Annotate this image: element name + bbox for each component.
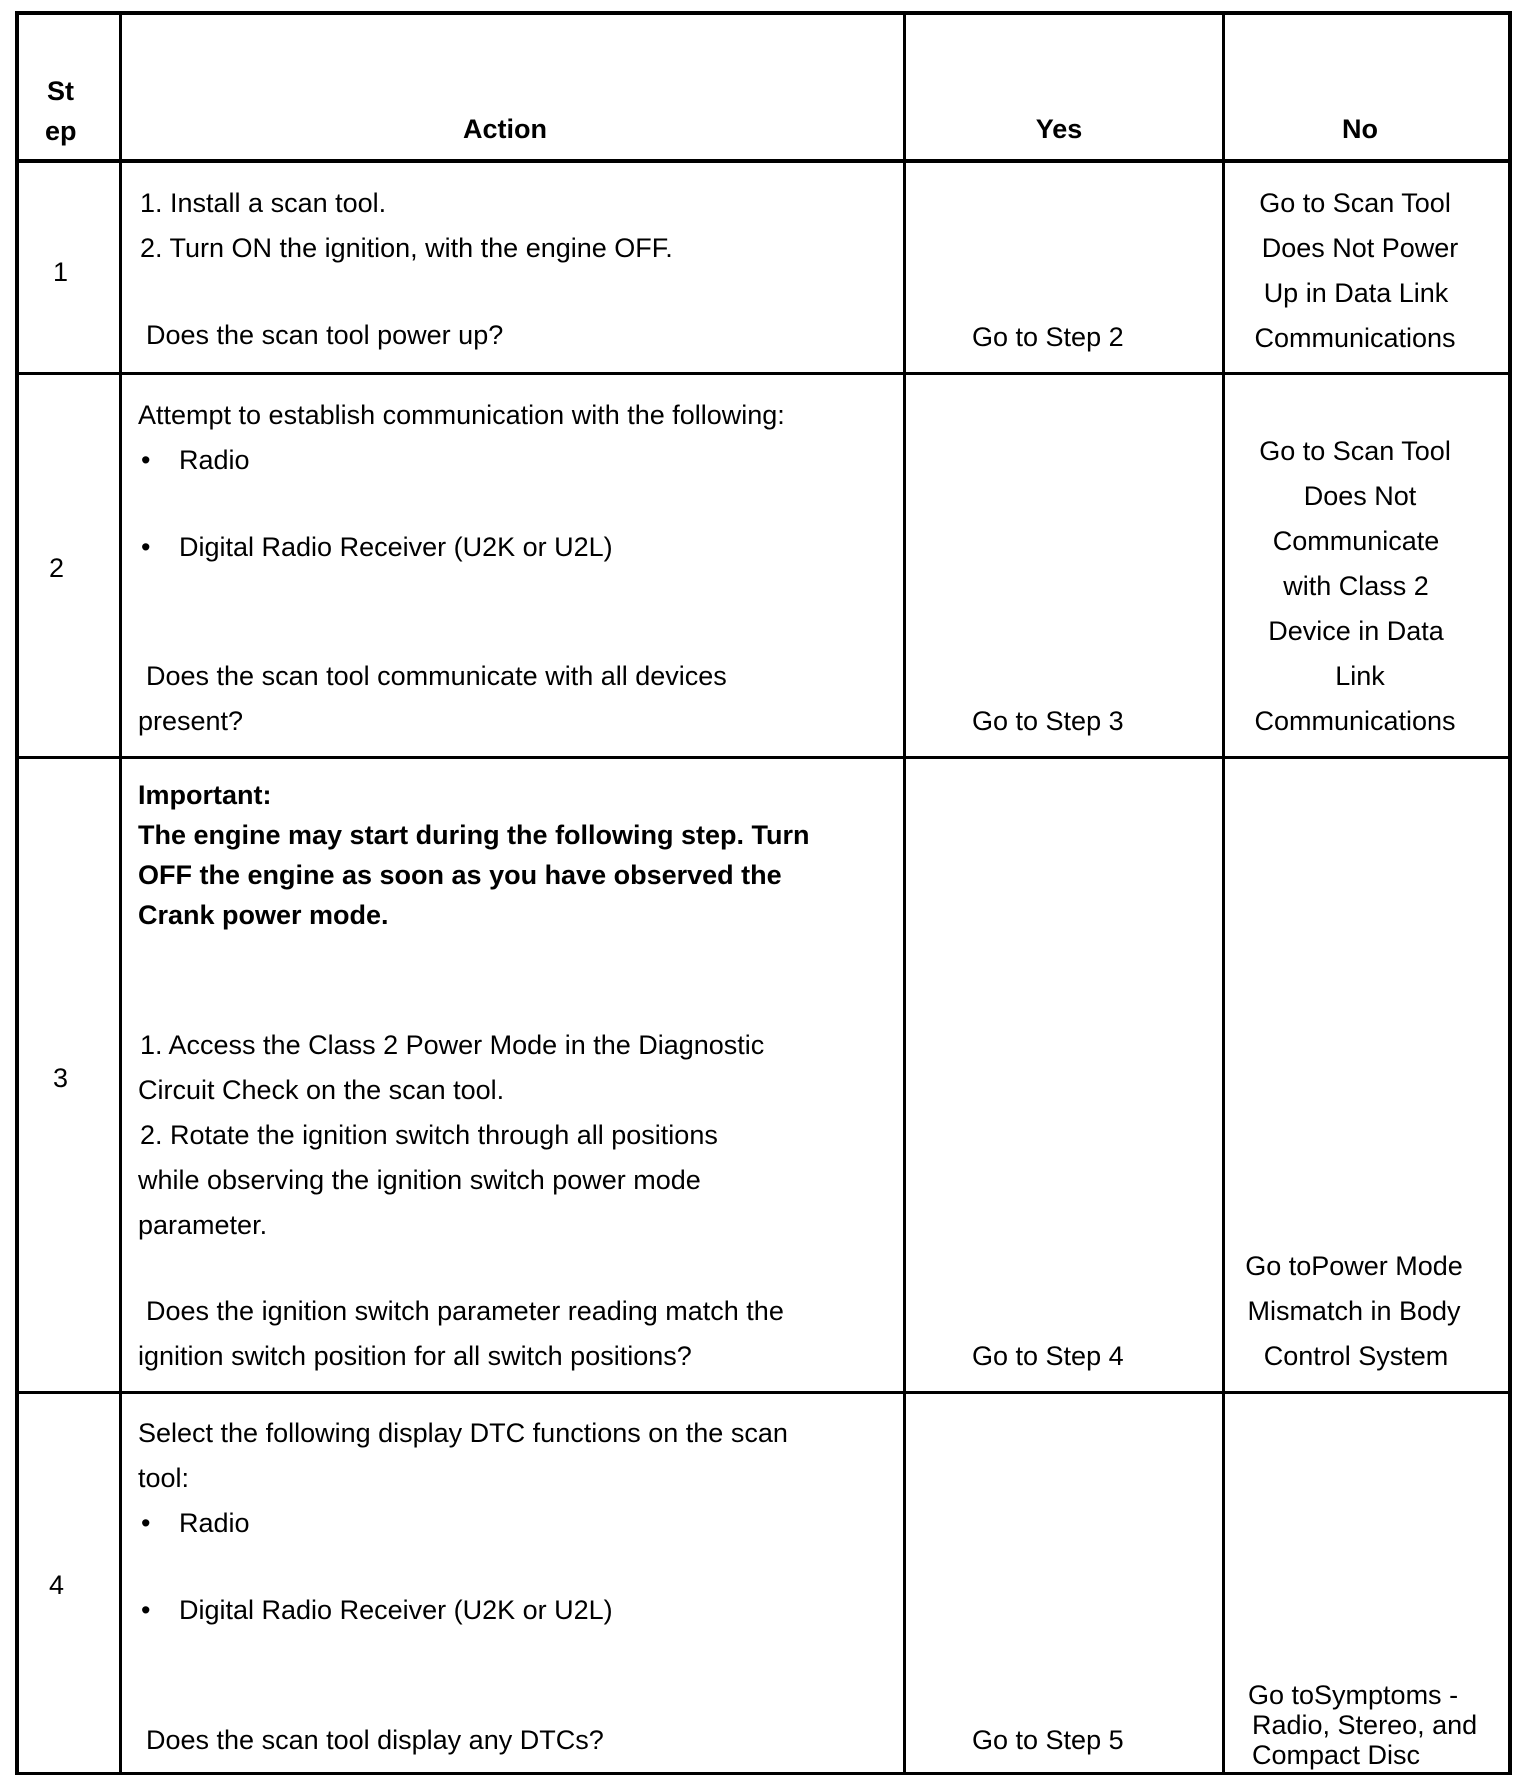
action-item: 1. Install a scan tool. (140, 188, 387, 218)
important-text: OFF the engine as soon as you have observed the (138, 860, 782, 890)
no-result-line: Go toSymptoms - (1248, 1680, 1459, 1710)
no-result-line: Go toPower Mode (1245, 1251, 1463, 1281)
col-divider-action (903, 11, 906, 1775)
header-action-label: Action (463, 114, 547, 144)
step-number: 1 (53, 257, 69, 287)
action-question: Does the scan tool display any DTCs? (146, 1725, 604, 1755)
bullet-icon: • (141, 1595, 151, 1625)
header-no-label: No (1342, 114, 1378, 144)
action-question: Does the scan tool power up? (146, 320, 504, 350)
step-number: 4 (49, 1570, 65, 1600)
no-result-line: Communications (1254, 323, 1456, 353)
no-result-line: Radio, Stereo, and (1252, 1710, 1478, 1740)
no-result-line: Go to Scan Tool (1259, 436, 1451, 466)
header-yes-label: Yes (1035, 114, 1083, 144)
row3-divider (15, 1391, 1512, 1394)
step-number: 3 (53, 1063, 69, 1093)
important-text: Crank power mode. (138, 900, 389, 930)
bullet-item: Radio (179, 445, 250, 475)
border-right (1508, 11, 1512, 1775)
action-question: present? (138, 706, 244, 736)
action-step: while observing the ignition switch power mode (138, 1165, 701, 1195)
yes-result: Go to Step 2 (972, 322, 1124, 352)
no-result-line: Mismatch in Body (1247, 1296, 1461, 1326)
action-step: parameter. (138, 1210, 268, 1240)
action-step: 1. Access the Class 2 Power Mode in the Diagnostic (140, 1030, 765, 1060)
no-result-line: Communications (1254, 706, 1456, 736)
row1-divider (15, 372, 1512, 375)
header-step-line-2: ep (45, 116, 77, 146)
no-result-line: Control System (1263, 1341, 1449, 1371)
bullet-item: Digital Radio Receiver (U2K or U2L) (179, 1595, 613, 1625)
important-label: Important: (138, 780, 272, 810)
bullet-item: Digital Radio Receiver (U2K or U2L) (179, 532, 613, 562)
step-number: 2 (49, 553, 65, 583)
row2-divider (15, 756, 1512, 759)
no-result-line: Up in Data Link (1263, 278, 1449, 308)
bullet-icon: • (141, 445, 151, 475)
no-result-line: Does Not Power (1261, 233, 1459, 263)
action-step: Circuit Check on the scan tool. (138, 1075, 505, 1105)
no-result-line: Communicate (1272, 526, 1440, 556)
no-result-line: Device in Data (1268, 616, 1444, 646)
yes-result: Go to Step 5 (972, 1725, 1124, 1755)
col-divider-yes (1222, 11, 1225, 1775)
no-result-line: with Class 2 (1283, 571, 1429, 601)
action-question: Does the ignition switch parameter reading match the (146, 1296, 784, 1326)
yes-result: Go to Step 4 (972, 1341, 1124, 1371)
action-intro: tool: (138, 1463, 190, 1493)
action-intro: Select the following display DTC functions on the scan (138, 1418, 788, 1448)
action-step: 2. Rotate the ignition switch through all positions (140, 1120, 718, 1150)
no-result-line: Compact Disc (1252, 1740, 1421, 1770)
bullet-icon: • (141, 532, 151, 562)
bullet-item: Radio (179, 1508, 250, 1538)
header-step-line-1: St (47, 76, 74, 106)
no-result-line: Link (1335, 661, 1385, 691)
action-item: 2. Turn ON the ignition, with the engine OFF. (140, 233, 673, 263)
border-left (15, 11, 19, 1775)
border-top (15, 11, 1512, 15)
bullet-icon: • (141, 1508, 151, 1538)
header-divider (15, 159, 1512, 163)
action-question: Does the scan tool communicate with all devices (146, 661, 727, 691)
col-divider-step (119, 11, 122, 1775)
action-intro: Attempt to establish communication with the following: (138, 400, 785, 430)
action-question: ignition switch position for all switch positions? (138, 1341, 692, 1371)
no-result-line: Go to Scan Tool (1259, 188, 1451, 218)
yes-result: Go to Step 3 (972, 706, 1124, 736)
no-result-line: Does Not (1303, 481, 1417, 511)
important-text: The engine may start during the following step. Turn (138, 820, 810, 850)
